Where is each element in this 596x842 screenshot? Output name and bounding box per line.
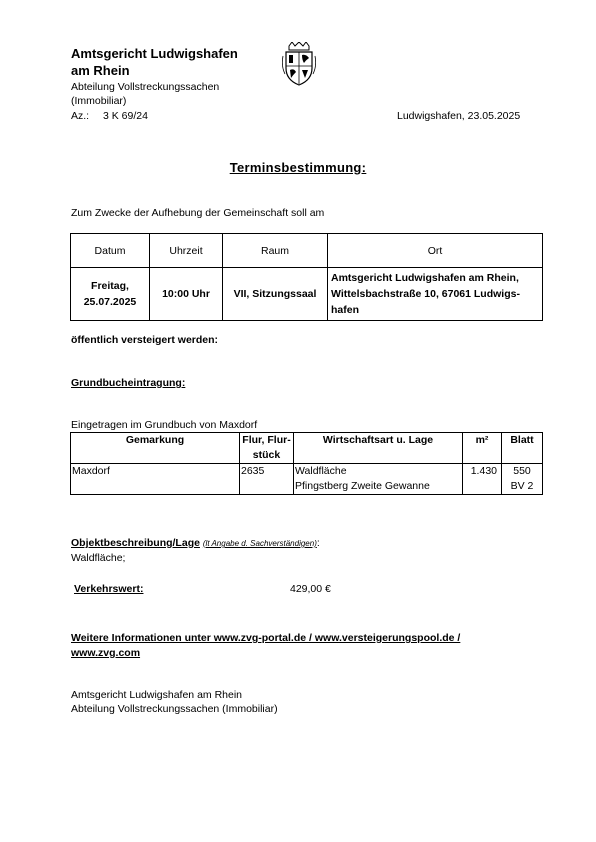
cell-wirtschaftsart-line1: Waldfläche: [295, 465, 347, 477]
header-gemarkung: Gemarkung: [71, 433, 240, 464]
coat-of-arms-icon: [282, 42, 316, 86]
cell-wirtschaftsart: [294, 464, 463, 495]
department-line1: Abteilung Vollstreckungssachen: [71, 81, 220, 93]
appointment-place: [328, 268, 543, 321]
market-value: 429,00 €: [290, 583, 331, 595]
footer-line2: Abteilung Vollstreckungssachen (Immobiliar): [71, 703, 278, 715]
header-flurstueck-line1: Flur, Flur-: [242, 434, 291, 446]
cell-blatt: [502, 464, 543, 495]
appointment-row: [71, 268, 543, 321]
intro-text: Zum Zwecke der Aufhebung der Gemeinschaft soll am: [71, 207, 325, 219]
court-name: [71, 45, 238, 79]
land-register-title: Grundbucheintragung:: [71, 377, 186, 389]
department-line2: (Immobiliar): [71, 95, 127, 107]
header-blatt: Blatt: [502, 433, 543, 464]
more-info-links[interactable]: Weitere Informationen unter www.zvg-portal.de / www.versteigerungspool.de / www.zvg.com: [71, 632, 461, 659]
header-area: m²: [463, 433, 502, 464]
land-register-header-row: [71, 433, 543, 464]
object-title-colon: :: [316, 537, 320, 549]
place-date: Ludwigshafen, 23.05.2025: [397, 110, 521, 122]
case-number: 3 K 69/24: [103, 110, 148, 122]
appointment-date-line2: 25.07.2025: [83, 296, 137, 308]
appointment-date-line1: Freitag,: [91, 280, 129, 292]
cell-blatt-line1: 550: [513, 465, 531, 477]
header-raum: Raum: [223, 234, 328, 268]
cell-gemarkung: Maxdorf: [71, 464, 240, 495]
court-name-line2: am Rhein: [71, 63, 130, 78]
auction-text: öffentlich versteigert werden:: [71, 334, 219, 346]
department: [71, 80, 219, 108]
header-wirtschaftsart: Wirtschaftsart u. Lage: [294, 433, 463, 464]
cell-flurstueck: 2635: [240, 464, 294, 495]
appointment-time: 10:00 Uhr: [150, 268, 223, 321]
cell-wirtschaftsart-line2: Pfingstberg Zweite Gewanne: [295, 480, 430, 492]
header-datum: Datum: [71, 234, 150, 268]
land-register-table: [70, 432, 543, 495]
cell-area: 1.430: [463, 464, 502, 495]
cell-blatt-line2: BV 2: [510, 480, 534, 492]
appointment-place-line2: Wittelsbachstraße 10, 67061 Ludwigs-: [331, 288, 520, 300]
case-number-label: Az.:: [71, 110, 90, 122]
object-description-text: Waldfläche;: [71, 552, 126, 564]
object-title-main: Objektbeschreibung/Lage: [71, 537, 200, 549]
header-flurstueck-line2: stück: [252, 449, 281, 461]
appointment-header-row: [71, 234, 543, 268]
appointment-table: [70, 233, 543, 321]
header-flurstueck: [240, 433, 294, 464]
object-title-subtitle: (lt Angabe d. Sachverständigen): [202, 539, 317, 548]
appointment-place-line1: Amtsgericht Ludwigshafen am Rhein,: [331, 272, 519, 284]
appointment-date: [71, 268, 150, 321]
header-ort: Ort: [328, 234, 543, 268]
land-register-intro: Eingetragen im Grundbuch von Maxdorf: [71, 419, 258, 431]
appointment-place-line3: hafen: [331, 304, 360, 316]
market-value-label: Verkehrswert:: [74, 583, 144, 595]
header-uhrzeit: Uhrzeit: [150, 234, 223, 268]
footer-line1: Amtsgericht Ludwigshafen am Rhein: [71, 689, 243, 701]
footer: [71, 688, 278, 716]
table-row: [71, 464, 543, 495]
document-title: Terminsbestimmung:: [229, 160, 367, 175]
object-description-title: [71, 537, 320, 549]
court-name-line1: Amtsgericht Ludwigshafen: [71, 46, 238, 61]
appointment-room: VII, Sitzungssaal: [223, 268, 328, 321]
